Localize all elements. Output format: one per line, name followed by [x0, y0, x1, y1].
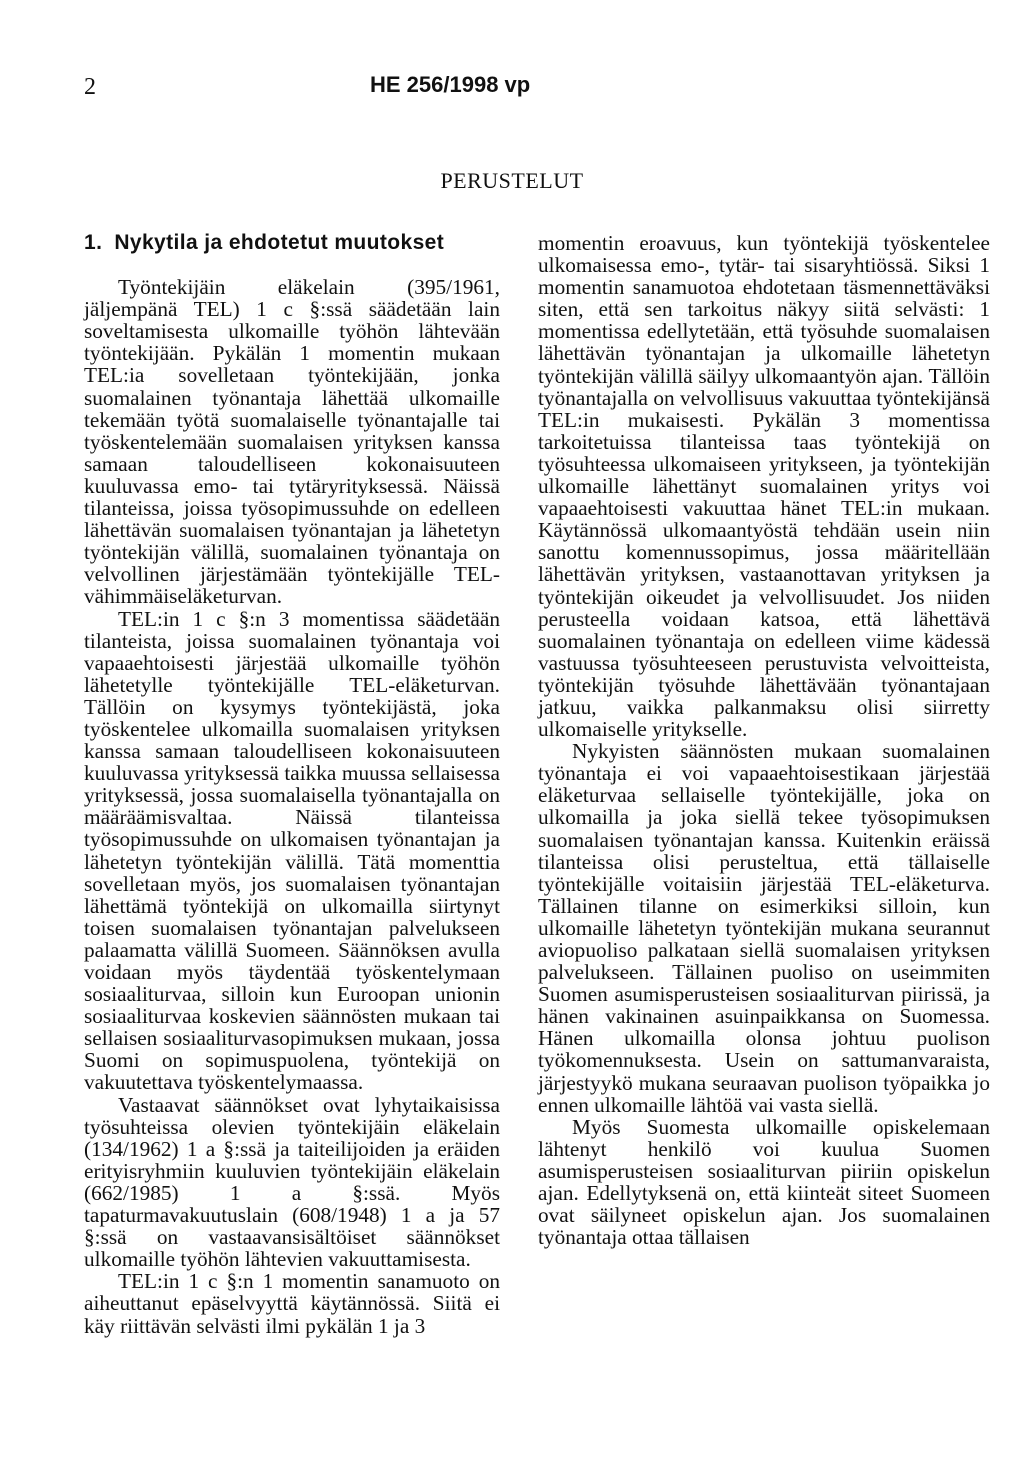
document-id: HE 256/1998 vp: [370, 72, 531, 97]
paragraph: momentin eroavuus, kun työntekijä työskentelee ulkomaisessa emo-, tytär- tai sisaryhtiössä. Siksi 1 momentin sanamuotoa ehdotetaan täsmennettäväksi siten, että sen tarkoitus näkyy siitä selvästi: 1 momentissa edellytetään, että työsuhde suomalaisen lähettävän työnantajan ja ulkomaille lähetetyn työntekijän välillä säilyy ulkomaantyön ajan. Tällöin työnantajalla on velvollisuus vakuuttaa työntekijänsä TEL:in mukaisesti. Pykälän 3 momentissa tarkoitetuissa tilanteissa taas työntekijä on työsuhteessa ulkomaiseen yritykseen, ja työntekijän ulkomaille lähettänyt suomalainen yritys voi vapaaehtoisesti vakuuttaa hänet TEL:in mukaan. Käytännössä ulkomaantyöstä tehdään usein niin sanottu komennussopimus, jossa määritellään lähettävän yrityksen, vastaanottavan yrityksen ja työntekijän oikeudet ja velvollisuudet. Jos niiden perusteella voidaan katsoa, että lähettävä suomalainen työnantaja on edelleen viime kädessä vastuussa työsuhteeseen perustuvista velvoitteista, työntekijän työsuhde lähettävään työnantajaan jatkuu, vaikka palkanmaksu olisi siirretty ulkomaiselle yritykselle.: [538, 231, 990, 742]
paragraph: TEL:in 1 c §:n 1 momentin sanamuoto on aiheuttanut epäselvyyttä käytännössä. Siitä ei käy riittävän selvästi ilmi pykälän 1 ja 3: [84, 1269, 500, 1338]
page-heading: PERUSTELUT: [440, 168, 584, 193]
paragraph: TEL:in 1 c §:n 3 momentissa säädetään tilanteista, joissa suomalainen työnantaja voi vapaaehtoisesti järjestää ulkomaille työhön lähetetylle työntekijälle TEL-eläketurvan. Tällöin on kysymys työntekijästä, joka työskentelee ulkomailla suomalaisen yrityksen kanssa samaan taloudelliseen kokonaisuuteen kuuluvassa yrityksessä taikka muussa sellaisessa yrityksessä, jossa suomalaisella työnantajalla on määräämisvaltaa. Näissä tilanteissa työsopimussuhde on ulkomaisen työnantajan ja lähetetyn työntekijän välillä. Tätä momenttia sovelletaan myös, jos suomalaisen työnantajan lähettämä työntekijä on ulkomailla siirtynyt toisen suomalaisen työnantajan palvelukseen palaamatta välillä Suomeen. Säännöksen avulla voidaan myös täydentää työskentelymaan sosiaaliturvaa, silloin kun Euroopan unionin sosiaaliturvaa koskevien säännösten mukaan tai sellaisen sosiaaliturvasopimuksen mukaan, jossa Suomi on sopimuspuolena, työntekijä on vakuutettava työskentelymaassa.: [84, 606, 500, 1095]
section-title-text: Nykytila ja ehdotetut muutokset: [114, 231, 445, 254]
paragraph: Myös Suomesta ulkomaille opiskelemaan lähtenyt henkilö voi kuulua Suomen asumisperusteisen sosiaaliturvan piiriin opiskelun ajan. Edellytyksenä on, että kiinteät siteet Suomeen ovat säilyneet opiskelun ajan. Jos suomalainen työnantaja ottaa tällaisen: [538, 1114, 990, 1250]
section-number: 1.: [84, 231, 103, 254]
paragraph: Työntekijäin eläkelain (395/1961, jäljempänä TEL) 1 c §:ssä säädetään lain soveltamisesta ulkomaille työhön lähtevään työntekijään. Pykälän 1 momentin mukaan TEL:ia sovelletaan työntekijään, jonka suomalainen työnantaja lähettää ulkomaille tekemään työtä suomalaiselle työnantajalle tai työskentelemään suomalaisen yrityksen kanssa samaan taloudelliseen kokonaisuuteen kuuluvassa emo- tai tytäryrityksessä. Näissä tilanteissa, joissa työsopimussuhde on edelleen lähettävän suomalaisen työnantajan ja lähetetyn työntekijän välillä, suomalainen työnantaja on velvollinen järjestämään työntekijälle TEL-vähimmäiseläketurvan.: [84, 275, 500, 609]
paragraph: Nykyisten säännösten mukaan suomalainen työnantaja ei voi vapaaehtoisestikaan järjestää eläketurvaa sellaiselle työntekijälle, joka on ulkomailla ja joka siellä tekee työsopimuksen suomalaisen työnantajan kanssa. Kuitenkin eräissä tilanteissa olisi perusteltua, että tällaiselle työntekijälle voitaisiin järjestää TEL-eläketurva. Tällainen tilanne on esimerkiksi silloin, kun ulkomaille lähetetyn työntekijän mukana seurannut aviopuoliso palkataan siellä suomalaisen yrityksen palvelukseen. Tällainen puoliso on useimmiten Suomen asumisperusteisen sosiaaliturvan piirissä, ja hänen vakinainen asuinpaikkansa on Suomessa. Hänen ulkomailla olonsa johtuu puolison työkomennuksesta. Usein on sattumanvaraista, järjestyykö mukana seuraavan puolison työpaikka jo ennen ulkomaille lähtöä vai vasta siellä.: [538, 739, 990, 1117]
page-number: 2: [84, 74, 96, 100]
paragraph: Vastaavat säännökset ovat lyhytaikaisissa työsuhteissa olevien työntekijäin eläkelain (134/1962) 1 a §:ssä ja taiteilijoiden ja eräiden erityisryhmiin kuuluvien työntekijäin eläkelain (662/1985) 1 a §:ssä. Myös tapaturmavakuutuslain (608/1948) 1 a ja 57 §:ssä on vastaavansisältöiset säännökset ulkomaille työhön lähtevien vakuuttamisesta.: [84, 1092, 500, 1272]
left-column: [84, 232, 500, 1337]
right-column: [538, 232, 990, 1248]
section-title: [84, 232, 500, 254]
